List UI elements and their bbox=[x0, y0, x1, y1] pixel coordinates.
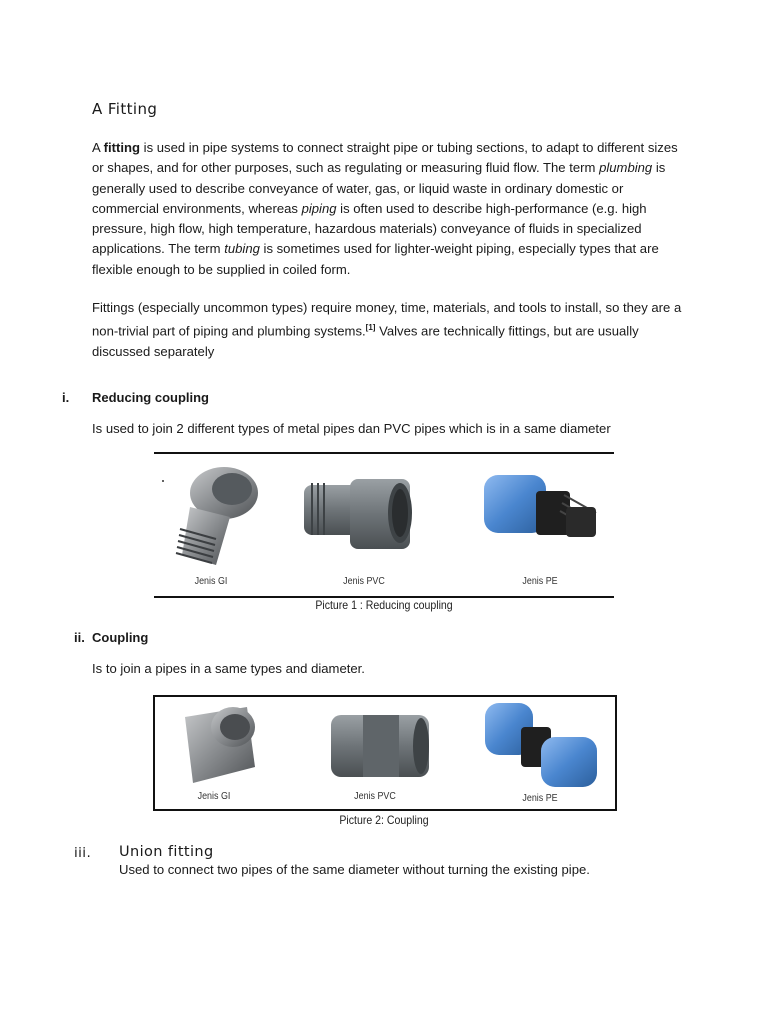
section-number: iii. bbox=[74, 845, 92, 861]
section-number: ii. bbox=[74, 630, 85, 645]
figure-top-rule bbox=[154, 452, 614, 454]
pe-coupling-image bbox=[485, 703, 597, 787]
italic-term-tubing: tubing bbox=[224, 241, 260, 257]
photo-label-pe: Jenis PE bbox=[522, 575, 558, 587]
section-title: Reducing coupling bbox=[92, 390, 209, 405]
section-description: Is to join a pipes in a same types and diameter. bbox=[92, 661, 365, 676]
italic-term-piping: piping bbox=[301, 200, 337, 216]
photo-label-gi: Jenis GI bbox=[194, 575, 228, 587]
intro-paragraph bbox=[92, 138, 682, 280]
figure-caption: Picture 2: Coupling bbox=[339, 813, 429, 827]
bold-term-fitting: fitting bbox=[103, 140, 141, 155]
gi-reducing-coupling-image bbox=[176, 467, 258, 565]
text-run: is sometimes used for lighter-weight piping, especially types that are flexible enough to be supplied in coiled form. bbox=[92, 241, 659, 277]
italic-term-plumbing: plumbing bbox=[599, 160, 653, 176]
text-run: Valves are technically fittings, but are usually discussed separately bbox=[92, 323, 639, 359]
pvc-reducing-coupling-image bbox=[304, 479, 412, 549]
pe-reducing-coupling-image bbox=[484, 475, 596, 537]
fittings-photo bbox=[154, 455, 614, 595]
photo-label-gi: Jenis GI bbox=[197, 790, 231, 802]
gi-coupling-image bbox=[185, 707, 255, 783]
page-title: A Fitting bbox=[92, 100, 158, 118]
text-run: is generally used to describe conveyance of water, gas, or liquid waste in ordinary domestic or commercial environments, whereas bbox=[92, 160, 666, 216]
text-run: is used in pipe systems to connect straight pipe or tubing sections, to adapt to different sizes or shapes, and for other purposes, such as regulating or measuring fluid flow. The term bbox=[92, 140, 678, 176]
figure-reducing-coupling bbox=[154, 455, 614, 595]
text-run: is often used to describe high-performance (e.g. high pressure, high flow, high temperature, hazardous materials) conveyance of fluids in specialized applications. The term bbox=[92, 200, 647, 257]
section-number: i. bbox=[62, 390, 70, 405]
section-description: Is used to join 2 different types of metal pipes dan PVC pipes which is in a same diameter bbox=[92, 421, 611, 436]
photo-label-pvc: Jenis PVC bbox=[343, 575, 385, 587]
section-description: Used to connect two pipes of the same diameter without turning the existing pipe. bbox=[119, 862, 590, 877]
pvc-coupling-image bbox=[331, 715, 429, 777]
figure-caption: Picture 1 : Reducing coupling bbox=[315, 598, 453, 612]
citation-link[interactable]: [1] bbox=[365, 323, 376, 333]
photo-label-pvc: Jenis PVC bbox=[354, 790, 396, 802]
section-title: Coupling bbox=[92, 630, 149, 645]
photo-label-pe: Jenis PE bbox=[522, 792, 558, 804]
section-title: Union fitting bbox=[119, 844, 214, 860]
text-run: Fittings (especially uncommon types) require money, time, materials, and tools to install, so they are a non-trivial part of piping and plumbing systems. bbox=[92, 300, 682, 339]
cost-paragraph bbox=[92, 298, 682, 362]
speck-mark bbox=[162, 480, 164, 482]
text-run: A bbox=[92, 140, 104, 155]
